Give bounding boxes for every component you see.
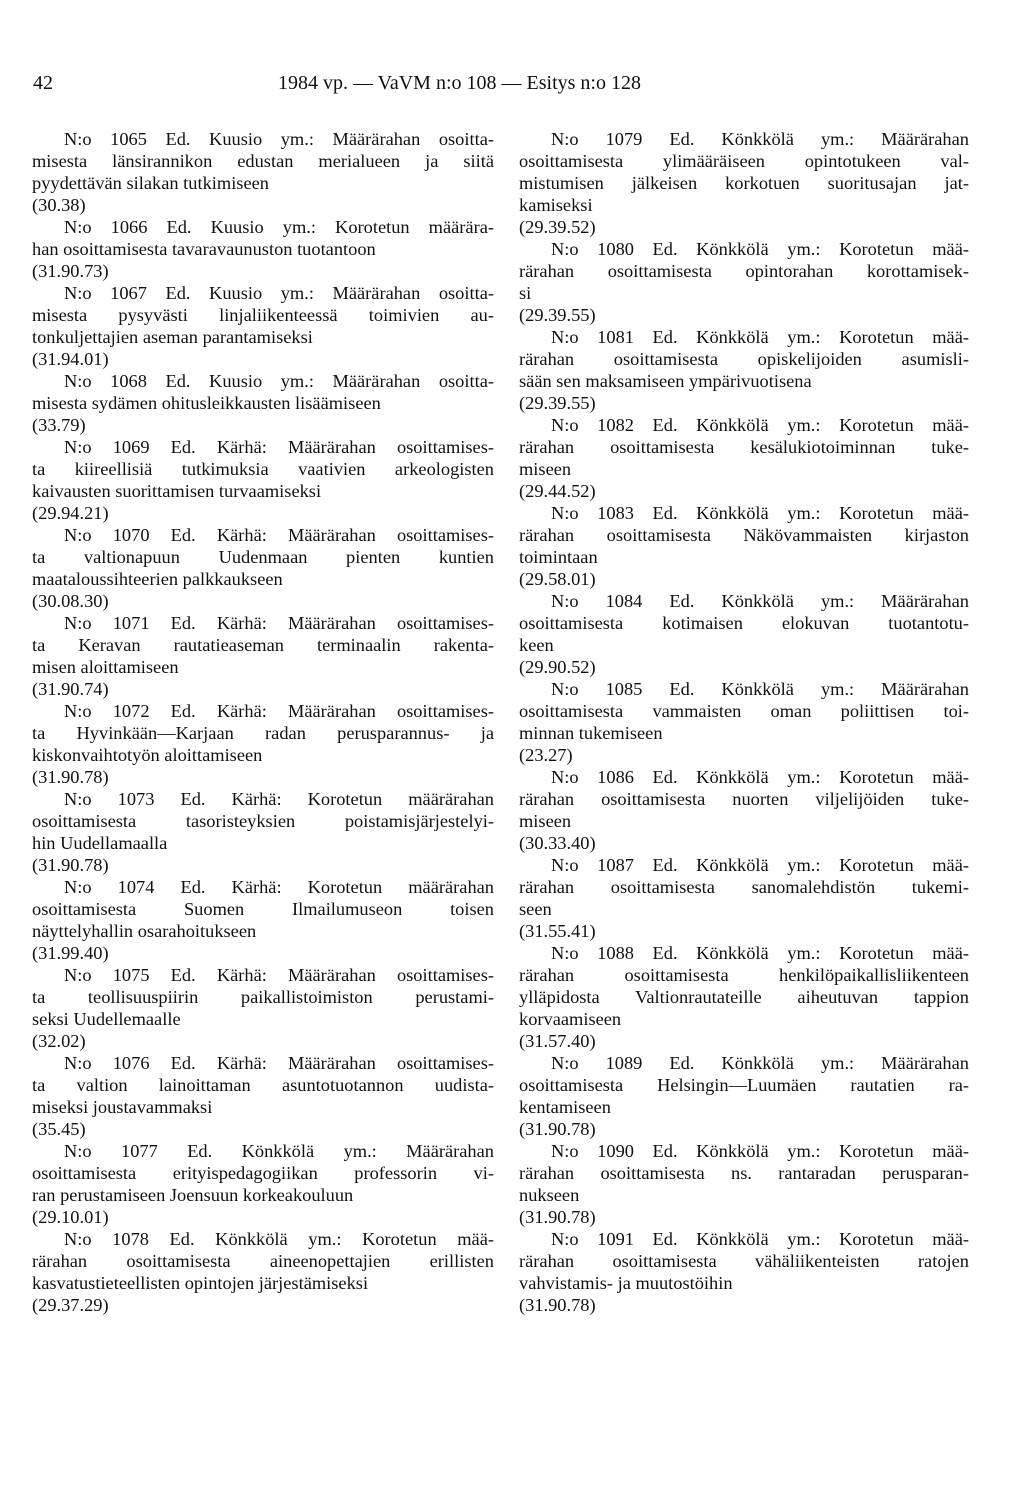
motion-text-line: keen	[519, 635, 554, 655]
motion-text-line: kasvatustieteellisten opintojen järjestämiseksi	[32, 1273, 369, 1293]
motion-entry	[32, 788, 494, 876]
budget-item-code: (31.90.78)	[519, 1295, 596, 1315]
motion-text-line: osoittamisesta kotimaisen elokuvan tuotantotu-	[519, 613, 969, 633]
motion-text-line: han osoittamisesta tavaravaunuston tuotantoon	[32, 239, 376, 259]
motion-entry	[519, 326, 969, 414]
motion-title-line: N:o 1091 Ed. Könkkölä ym.: Korotetun mää-	[551, 1229, 969, 1249]
budget-item-code: (31.90.74)	[32, 679, 109, 699]
motion-entry	[519, 128, 969, 238]
motion-text-line: mistumisen jälkeisen korkotuen suoritusajan jat-	[519, 173, 969, 193]
budget-item-code: (32.02)	[32, 1031, 86, 1051]
motion-text-line: ta Keravan rautatieaseman terminaalin rakenta-	[32, 635, 494, 655]
motion-text-line: ta valtionapuun Uudenmaan pienten kuntien	[32, 547, 494, 567]
motion-entry	[519, 766, 969, 854]
motion-title-line: N:o 1079 Ed. Könkkölä ym.: Määrärahan	[551, 129, 969, 149]
motion-text-line: vahvistamis- ja muutostöihin	[519, 1273, 733, 1293]
budget-item-code: (29.58.01)	[519, 569, 596, 589]
motion-text-line: miseen	[519, 811, 572, 831]
motion-text-line: miseen	[519, 459, 572, 479]
budget-item-code: (30.38)	[32, 195, 86, 215]
motion-text-line: osoittamisesta Suomen Ilmailumuseon toisen	[32, 899, 494, 919]
motion-text-line: kaivausten suorittamisen turvaamiseksi	[32, 481, 322, 501]
motion-text-line: ta Hyvinkään—Karjaan radan perusparannus- ja	[32, 723, 494, 743]
budget-item-code: (31.90.73)	[32, 261, 109, 281]
motion-title-line: N:o 1090 Ed. Könkkölä ym.: Korotetun mää-	[551, 1141, 969, 1161]
budget-item-code: (29.90.52)	[519, 657, 596, 677]
budget-item-code: (23.27)	[519, 745, 573, 765]
motion-title-line: N:o 1076 Ed. Kärhä: Määrärahan osoittamises-	[64, 1053, 494, 1073]
motion-title-line: N:o 1078 Ed. Könkkölä ym.: Korotetun mää-	[64, 1229, 494, 1249]
motion-text-line: miseksi joustavammaksi	[32, 1097, 213, 1117]
motion-entry	[32, 1140, 494, 1228]
motion-text-line: rärahan osoittamisesta vähäliikenteisten ratojen	[519, 1251, 969, 1271]
motion-text-line: rärahan osoittamisesta opiskelijoiden asumisli-	[519, 349, 969, 369]
motion-title-line: N:o 1070 Ed. Kärhä: Määrärahan osoittamises-	[64, 525, 494, 545]
motion-title-line: N:o 1082 Ed. Könkkölä ym.: Korotetun mää-	[551, 415, 969, 435]
motion-text-line: kamiseksi	[519, 195, 593, 215]
motion-entry	[32, 1228, 494, 1316]
motion-text-line: osoittamisesta vammaisten oman poliittisen toi-	[519, 701, 969, 721]
budget-item-code: (31.99.40)	[32, 943, 109, 963]
motion-text-line: ran perustamiseen Joensuun korkeakouluun	[32, 1185, 354, 1205]
budget-item-code: (31.90.78)	[32, 855, 109, 875]
motion-text-line: kentamiseen	[519, 1097, 611, 1117]
motion-text-line: ta teollisuuspiirin paikallistoimiston perustami-	[32, 987, 494, 1007]
motion-title-line: N:o 1073 Ed. Kärhä: Korotetun määrärahan	[64, 789, 494, 809]
motion-entry	[32, 700, 494, 788]
left-column	[32, 128, 494, 1316]
budget-item-code: (29.39.55)	[519, 393, 596, 413]
motion-text-line: rärahan osoittamisesta Näkövammaisten kirjaston	[519, 525, 969, 545]
right-column	[519, 128, 969, 1316]
motion-entry	[519, 1140, 969, 1228]
motion-text-line: toimintaan	[519, 547, 598, 567]
motion-text-line: si	[519, 283, 532, 303]
motion-entry	[519, 414, 969, 502]
motion-text-line: osoittamisesta Helsingin—Luumäen rautatien ra-	[519, 1075, 969, 1095]
motion-text-line: ylläpidosta Valtionrautateille aiheutuvan tappion	[519, 987, 969, 1007]
motion-entry	[32, 128, 494, 216]
motion-text-line: nukseen	[519, 1185, 580, 1205]
motion-title-line: N:o 1087 Ed. Könkkölä ym.: Korotetun mää-	[551, 855, 969, 875]
motion-entry	[32, 876, 494, 964]
motion-entry	[519, 854, 969, 942]
motion-title-line: N:o 1089 Ed. Könkkölä ym.: Määrärahan	[551, 1053, 969, 1073]
motion-entry	[32, 370, 494, 436]
motion-text-line: hin Uudellamaalla	[32, 833, 168, 853]
budget-item-code: (29.39.55)	[519, 305, 596, 325]
motion-entry	[519, 1228, 969, 1316]
motion-title-line: N:o 1069 Ed. Kärhä: Määrärahan osoittamises-	[64, 437, 494, 457]
motion-text-line: kiskonvaihtotyön aloittamiseen	[32, 745, 263, 765]
motion-text-line: rärahan osoittamisesta nuorten viljelijöiden tuke-	[519, 789, 969, 809]
motion-text-line: rärahan osoittamisesta aineenopettajien erillisten	[32, 1251, 494, 1271]
running-head: 1984 vp. — VaVM n:o 108 — Esitys n:o 128	[278, 72, 641, 94]
motion-title-line: N:o 1083 Ed. Könkkölä ym.: Korotetun mää-	[551, 503, 969, 523]
motion-title-line: N:o 1067 Ed. Kuusio ym.: Määrärahan osoitta-	[64, 283, 494, 303]
motion-text-line: misesta pysyvästi linjaliikenteessä toimivien au-	[32, 305, 494, 325]
motion-text-line: minnan tukemiseen	[519, 723, 663, 743]
motion-text-line: näyttelyhallin osarahoitukseen	[32, 921, 257, 941]
motion-title-line: N:o 1077 Ed. Könkkölä ym.: Määrärahan	[64, 1141, 494, 1161]
motion-entry	[32, 1052, 494, 1140]
motion-title-line: N:o 1080 Ed. Könkkölä ym.: Korotetun mää-	[551, 239, 969, 259]
motion-text-line: rärahan osoittamisesta sanomalehdistön tukemi-	[519, 877, 969, 897]
motion-text-line: rärahan osoittamisesta opintorahan korottamisek-	[519, 261, 969, 281]
motion-text-line: korvaamiseen	[519, 1009, 622, 1029]
motion-title-line: N:o 1085 Ed. Könkkölä ym.: Määrärahan	[551, 679, 969, 699]
motion-text-line: misesta sydämen ohitusleikkausten lisäämiseen	[32, 393, 381, 413]
motion-title-line: N:o 1066 Ed. Kuusio ym.: Korotetun määrära-	[64, 217, 494, 237]
motion-text-line: maataloussihteerien palkkaukseen	[32, 569, 283, 589]
motion-entry	[519, 678, 969, 766]
motion-text-line: osoittamisesta ylimääräiseen opintotukeen val-	[519, 151, 969, 171]
motion-entry	[519, 238, 969, 326]
motion-text-line: misesta länsirannikon edustan merialueen ja siitä	[32, 151, 494, 171]
budget-item-code: (33.79)	[32, 415, 86, 435]
budget-item-code: (35.45)	[32, 1119, 86, 1139]
motion-entry	[519, 1052, 969, 1140]
budget-item-code: (29.37.29)	[32, 1295, 109, 1315]
motion-text-line: osoittamisesta tasoristeyksien poistamisjärjestelyi-	[32, 811, 494, 831]
motion-entry	[519, 942, 969, 1052]
motion-title-line: N:o 1081 Ed. Könkkölä ym.: Korotetun mää-	[551, 327, 969, 347]
motion-entry	[32, 216, 494, 282]
budget-item-code: (29.39.52)	[519, 217, 596, 237]
motion-title-line: N:o 1072 Ed. Kärhä: Määrärahan osoittamises-	[64, 701, 494, 721]
motion-text-line: rärahan osoittamisesta henkilöpaikallisliikenteen	[519, 965, 969, 985]
motion-title-line: N:o 1075 Ed. Kärhä: Määrärahan osoittamises-	[64, 965, 494, 985]
motion-text-line: pyydettävän silakan tutkimiseen	[32, 173, 269, 193]
motion-entry	[32, 282, 494, 370]
motion-text-line: seen	[519, 899, 552, 919]
budget-item-code: (31.55.41)	[519, 921, 596, 941]
budget-item-code: (30.08.30)	[32, 591, 109, 611]
motion-text-line: sään sen maksamiseen ympärivuotisena	[519, 371, 812, 391]
motion-title-line: N:o 1065 Ed. Kuusio ym.: Määrärahan osoitta-	[64, 129, 494, 149]
budget-item-code: (31.57.40)	[519, 1031, 596, 1051]
motion-title-line: N:o 1071 Ed. Kärhä: Määrärahan osoittamises-	[64, 613, 494, 633]
motion-entry	[519, 590, 969, 678]
motion-entry	[32, 436, 494, 524]
motion-title-line: N:o 1088 Ed. Könkkölä ym.: Korotetun mää-	[551, 943, 969, 963]
motion-text-line: rärahan osoittamisesta ns. rantaradan perusparan-	[519, 1163, 969, 1183]
motion-text-line: tonkuljettajien aseman parantamiseksi	[32, 327, 313, 347]
motion-text-line: osoittamisesta erityispedagogiikan professorin vi-	[32, 1163, 494, 1183]
motion-entry	[32, 964, 494, 1052]
budget-item-code: (31.90.78)	[519, 1119, 596, 1139]
budget-item-code: (31.94.01)	[32, 349, 109, 369]
budget-item-code: (29.94.21)	[32, 503, 109, 523]
motion-entry	[32, 524, 494, 612]
budget-item-code: (29.44.52)	[519, 481, 596, 501]
budget-item-code: (29.10.01)	[32, 1207, 109, 1227]
motion-text-line: seksi Uudellemaalle	[32, 1009, 181, 1029]
motion-text-line: misen aloittamiseen	[32, 657, 179, 677]
motion-title-line: N:o 1086 Ed. Könkkölä ym.: Korotetun mää-	[551, 767, 969, 787]
motion-text-line: ta kiireellisiä tutkimuksia vaativien arkeologisten	[32, 459, 494, 479]
page-number: 42	[33, 72, 53, 94]
motion-entry	[519, 502, 969, 590]
motion-title-line: N:o 1074 Ed. Kärhä: Korotetun määrärahan	[64, 877, 494, 897]
budget-item-code: (31.90.78)	[519, 1207, 596, 1227]
budget-item-code: (30.33.40)	[519, 833, 596, 853]
motion-entry	[32, 612, 494, 700]
budget-item-code: (31.90.78)	[32, 767, 109, 787]
motion-title-line: N:o 1068 Ed. Kuusio ym.: Määrärahan osoitta-	[64, 371, 494, 391]
motion-text-line: ta valtion lainoittaman asuntotuotannon uudista-	[32, 1075, 494, 1095]
motion-text-line: rärahan osoittamisesta kesälukiotoiminnan tuke-	[519, 437, 969, 457]
motion-title-line: N:o 1084 Ed. Könkkölä ym.: Määrärahan	[551, 591, 969, 611]
